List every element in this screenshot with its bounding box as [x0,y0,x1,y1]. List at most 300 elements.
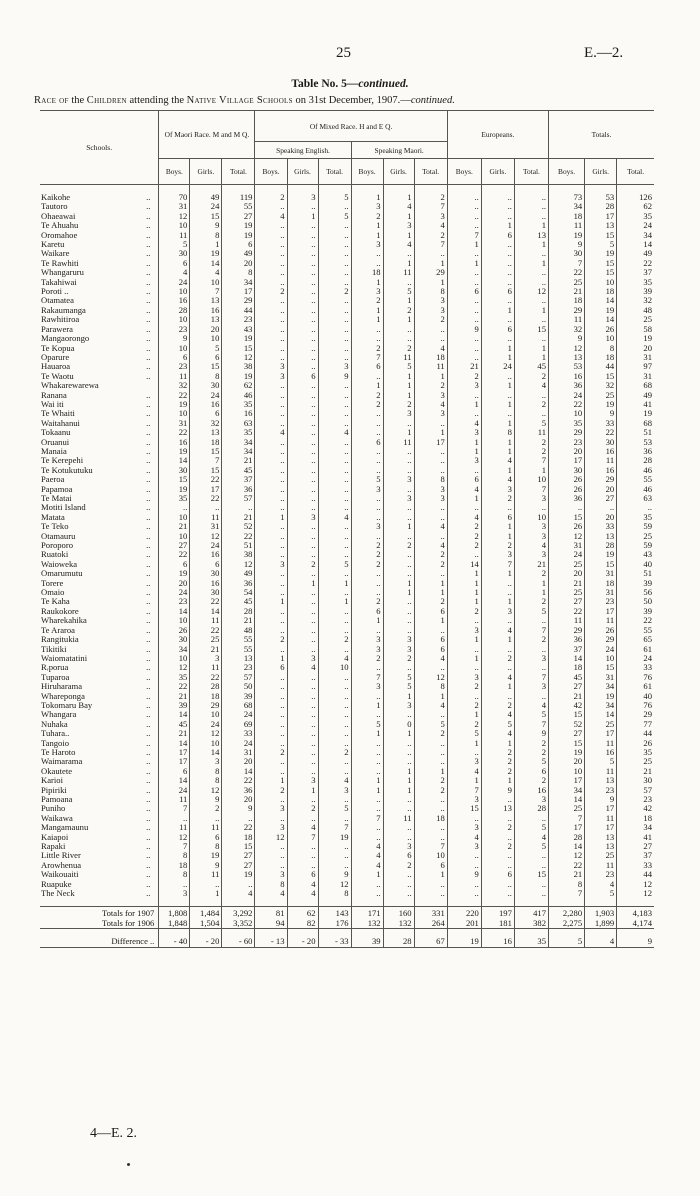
cell-value: 14 [585,315,617,324]
cell-value: 6 [190,833,222,842]
cell-value: .. [447,391,481,400]
cell-value: 30 [549,466,585,475]
cell-value: 13 [190,428,222,437]
cell-value: .. [318,729,351,738]
cell-value: .. [383,833,414,842]
table-row [40,268,654,277]
leader-dots: .. [146,221,151,231]
cell-value: .. [287,344,318,353]
cell-value: .. [447,550,481,559]
school-name: Whakarewarewa [41,381,99,391]
cell-value: .. [351,419,383,428]
cell-value: 69 [222,720,255,729]
cell-value: 6 [351,438,383,447]
cell-value: 22 [222,532,255,541]
cell-value: .. [287,278,318,287]
cell-value: 3 [383,635,414,644]
cell-value: 23 [159,325,190,334]
leader-dots: .. [146,503,151,513]
cell-value: 16 [585,748,617,757]
cell-value: 31 [159,419,190,428]
cell-value: 50 [222,682,255,691]
cell-value: 12 [514,287,548,296]
table-row [40,532,654,541]
cell-value: .. [447,814,481,823]
cell-value: 10 [549,409,585,418]
cell-value: .. [287,268,318,277]
leader-dots: .. [146,691,151,701]
cell-value: 32 [617,296,654,305]
cell-value: 32 [585,381,617,390]
cell-value: 1 [447,579,481,588]
header-europeans: Europeans. [447,111,548,159]
cell-value: .. [255,569,287,578]
cell-value: 4 [481,475,514,484]
cell-value: 30 [190,569,222,578]
cell-value: .. [287,438,318,447]
cell-value: 3 [447,842,481,851]
cell-value: 18 [414,353,447,362]
leader-dots [139,381,159,390]
cell-value: 34 [222,438,255,447]
cell-value: .. [318,851,351,860]
col-header-total: Total. [414,159,447,185]
cell-value: .. [414,795,447,804]
leader-dots: .. [146,757,151,767]
cell-value: .. [514,880,548,889]
cell-value: .. [414,626,447,635]
cell-value: .. [383,249,414,258]
cell-value: 1 [255,654,287,663]
cell-value: .. [287,626,318,635]
leader-dots: .. [146,719,151,729]
cell-value: .. [514,296,548,305]
cell-value: 19 [318,833,351,842]
school-name: Mangaorongo [41,334,90,344]
cell-value: 18 [549,296,585,305]
cell-value: 1 [481,419,514,428]
cell-value: .. [383,532,414,541]
cell-value: 1 [514,221,548,230]
cell-value: 73 [549,193,585,202]
table-row [40,503,654,512]
cell-value: 59 [617,522,654,531]
cell-value: 10 [549,767,585,776]
school-name: Poroti .. [41,287,69,297]
school-name: Rakaumanga [41,305,86,315]
cell-value: 21 [549,579,585,588]
cell-value: .. [481,861,514,870]
cell-value: 3 [351,202,383,211]
leader-dots: .. [146,813,151,823]
cell-value: .. [383,278,414,287]
cell-value: 1 [383,729,414,738]
cell-value: .. [414,513,447,522]
cell-value: .. [447,249,481,258]
cell-value: 19 [617,334,654,343]
cell-value: .. [447,663,481,672]
school-name: Te Kotukutuku [41,465,93,475]
cell-value: .. [383,748,414,757]
row-label: Difference .. [40,936,159,948]
table-row [40,494,654,503]
cell-value: .. [447,503,481,512]
cell-value: .. [287,362,318,371]
cell-value: 42 [549,701,585,710]
school-name: Te Haroto [41,747,76,757]
school-name: Ruatoki [41,550,69,560]
cell-value: 4 [414,344,447,353]
cell-value: .. [287,842,318,851]
cell-value: 1 [190,240,222,249]
cell-value: 4 [318,428,351,437]
cell-value: 19 [549,748,585,757]
cell-value: .. [287,419,318,428]
school-name: Hiruharama [41,682,83,692]
cell-value: 1 [351,701,383,710]
cell-value: 2 [383,654,414,663]
cell-value: 39 [617,607,654,616]
cell-value: .. [447,616,481,625]
cell-value: 1 [414,588,447,597]
cell-value: 3 [447,381,481,390]
cell-value: 2 [351,541,383,550]
cell-value: 6 [351,607,383,616]
cell-value: 3 [414,212,447,221]
cell-value: 4 [414,541,447,550]
leader-dots: .. [146,399,151,409]
cell-value: 7 [351,353,383,362]
cell-value: .. [287,795,318,804]
leader-dots: .. [146,352,151,362]
cell-value: 3 [351,635,383,644]
school-name: Karioi [41,776,63,786]
cell-value: 12 [318,880,351,889]
cell-value: 19 [159,400,190,409]
table-row [40,616,654,625]
cell-value: 22 [159,550,190,559]
cell-value: 15 [549,739,585,748]
cell-value: 41 [617,833,654,842]
table-row [40,757,654,766]
cell-value: 4 [318,513,351,522]
cell-value: 6 [414,607,447,616]
cell-value: .. [255,607,287,616]
cell-value: .. [514,278,548,287]
cell-value: .. [318,682,351,691]
cell-value: 3,292 [222,907,255,919]
cell-value: 2 [351,391,383,400]
table-row [40,438,654,447]
cell-value: 3 [447,757,481,766]
cell-value: 11 [383,814,414,823]
cell-value: 22 [222,823,255,832]
cell-value: 19 [159,447,190,456]
cell-value: 27 [222,212,255,221]
cell-value: .. [481,663,514,672]
school-name: Okautete [41,766,73,776]
cell-value: .. [414,447,447,456]
cell-value: 6 [351,362,383,371]
cell-value: 18 [585,353,617,362]
cell-value: .. [351,579,383,588]
school-name: Waikare [41,249,70,259]
leader-dots: .. [146,258,151,268]
cell-value: 4 [351,861,383,870]
cell-value: 1 [447,240,481,249]
cell-value: .. [351,889,383,898]
cell-value: .. [255,334,287,343]
cell-value: 18 [190,438,222,447]
cell-value: .. [255,315,287,324]
school-name: Te Whaiti [41,409,75,419]
cell-value: 1 [447,597,481,606]
cell-value: 31 [585,673,617,682]
cell-value: 2 [383,344,414,353]
cell-value: 33 [585,419,617,428]
cell-value: 50 [617,597,654,606]
cell-value: 22 [549,607,585,616]
cell-value: 6 [159,353,190,362]
caption-attending: attending the [126,95,187,106]
cell-value: 51 [222,541,255,550]
cell-value: 1 [481,635,514,644]
cell-value: 264 [414,919,447,929]
cell-value: .. [351,409,383,418]
cell-value: 26 [159,626,190,635]
cell-value: 14 [549,654,585,663]
cell-value: .. [481,212,514,221]
cell-value: 24 [190,391,222,400]
school-name: Whangara [41,710,77,720]
cell-value: .. [255,767,287,776]
cell-value: .. [287,391,318,400]
cell-value: .. [318,456,351,465]
cell-value: 8 [190,842,222,851]
cell-value: 53 [585,193,617,202]
cell-value: 3 [383,645,414,654]
cell-value: 10 [585,334,617,343]
cell-value: 7 [549,814,585,823]
cell-value: 4 [255,889,287,898]
cell-value: .. [447,344,481,353]
cell-value: .. [481,268,514,277]
leader-dots: .. [146,193,151,202]
cell-value: 19 [222,334,255,343]
cell-value: 2 [447,720,481,729]
cell-value: 5 [159,240,190,249]
caption-children: Children [86,95,127,106]
cell-value: .. [287,315,318,324]
cell-value: .. [159,503,190,512]
cell-value: 1 [447,635,481,644]
cell-value: 12 [617,880,654,889]
cell-value: 39 [159,701,190,710]
cell-value: 2 [447,522,481,531]
cell-value: 1 [383,391,414,400]
cell-value: .. [351,757,383,766]
cell-value: 5 [318,804,351,813]
school-name: Rᵣporua [41,663,69,673]
cell-value: .. [287,814,318,823]
cell-value: .. [287,353,318,362]
cell-value: 24 [617,221,654,230]
cell-value: .. [255,503,287,512]
cell-value: 4 [255,212,287,221]
col-header-total: Total. [514,159,548,185]
table-row [40,287,654,296]
cell-value: .. [351,325,383,334]
cell-value: 81 [255,907,287,919]
cell-value: 35 [159,494,190,503]
cell-value: 6 [383,851,414,860]
cell-value: 18 [351,268,383,277]
cell-value: 2 [481,494,514,503]
cell-value: 36 [549,635,585,644]
cell-value: .. [383,663,414,672]
cell-value: 49 [222,249,255,258]
cell-value: 1 [287,579,318,588]
cell-value: .. [255,851,287,860]
cell-value: 12 [549,344,585,353]
cell-value: 35 [617,212,654,221]
cell-value: 22 [617,259,654,268]
cell-value: 23 [222,315,255,324]
cell-value: 31 [549,541,585,550]
cell-value: 23 [617,795,654,804]
cell-value: 3 [514,532,548,541]
cell-value: 15 [447,804,481,813]
page-number: 25 [336,45,351,61]
school-name: Waikouaiti [41,870,79,880]
cell-value: 1 [481,306,514,315]
cell-value: 5 [585,240,617,249]
cell-value: .. [383,550,414,559]
cell-value: 29 [222,296,255,305]
leader-dots: .. [146,277,151,287]
cell-value: 9 [585,795,617,804]
cell-value: 1 [383,579,414,588]
table-row [40,485,654,494]
cell-value: 21 [617,767,654,776]
table-row [40,748,654,757]
cell-value: .. [287,522,318,531]
cell-value: .. [318,616,351,625]
cell-value: 17 [549,823,585,832]
cell-value: .. [255,296,287,305]
cell-value: 31 [585,588,617,597]
cell-value: 119 [222,193,255,202]
cell-value: 7 [481,560,514,569]
cell-value: 15 [585,663,617,672]
cell-value: 1 [383,588,414,597]
table-row [40,391,654,400]
cell-value: 24 [549,391,585,400]
cell-value: .. [318,795,351,804]
cell-value: .. [447,193,481,202]
cell-value: 11 [585,767,617,776]
cell-value: 14 [585,296,617,305]
cell-value: .. [514,861,548,870]
cell-value: 23 [222,663,255,672]
cell-value: .. [255,710,287,719]
cell-value: 57 [222,494,255,503]
cell-value: 5 [585,757,617,766]
cell-value: 11 [190,823,222,832]
leader-dots: .. [146,362,151,372]
cell-value: 3 [255,362,287,371]
cell-value: 2 [287,804,318,813]
cell-value: 1 [414,372,447,381]
cell-value: .. [287,861,318,870]
cell-value: 4 [287,889,318,898]
cell-value: 143 [318,907,351,919]
table-row [40,767,654,776]
cell-value: 13 [190,296,222,305]
school-name: Ohaeawai [41,211,76,221]
col-header-girls: Girls. [190,159,222,185]
cell-value: 4 [414,701,447,710]
cell-value: .. [287,259,318,268]
cell-value: 55 [617,626,654,635]
totals-1907-row [40,907,654,919]
cell-value: 5 [514,710,548,719]
cell-value: .. [414,757,447,766]
cell-value: 1 [351,729,383,738]
cell-value: 6 [159,259,190,268]
school-name: Pamoana [41,795,73,804]
cell-value: 11 [549,616,585,625]
cell-value: .. [287,494,318,503]
cell-value: 1,848 [159,919,190,929]
school-name: Oparure [41,352,70,362]
cell-value: 36 [222,485,255,494]
cell-value: .. [383,485,414,494]
cell-value: 19 [190,851,222,860]
cell-value: 1 [351,776,383,785]
school-name: Rangitukia [41,635,79,645]
leader-dots: .. [146,484,151,494]
cell-value: 2 [514,748,548,757]
cell-value: 4 [318,776,351,785]
cell-value: 3 [255,804,287,813]
cell-value: .. [549,503,585,512]
cell-value: 9 [447,325,481,334]
cell-value: .. [287,466,318,475]
cell-value: .. [255,588,287,597]
school-name: Tuhara.. [41,729,70,739]
leader-dots: .. [146,635,151,645]
cell-value: 4 [318,654,351,663]
cell-value: .. [351,259,383,268]
leader-dots: .. [146,569,151,579]
cell-value: .. [318,334,351,343]
leader-dots: .. [146,230,151,240]
cell-value: 31 [617,372,654,381]
cell-value: 2 [351,344,383,353]
cell-value: 40 [617,560,654,569]
cell-value: .. [255,616,287,625]
cell-value: 15 [585,268,617,277]
cell-value: 16 [585,447,617,456]
cell-value: 19 [159,569,190,578]
cell-value: 1 [383,381,414,390]
cell-value: 4 [287,880,318,889]
cell-value: 5 [549,936,585,948]
cell-value: .. [287,249,318,258]
cell-value: 29 [414,268,447,277]
cell-value: 7 [351,814,383,823]
